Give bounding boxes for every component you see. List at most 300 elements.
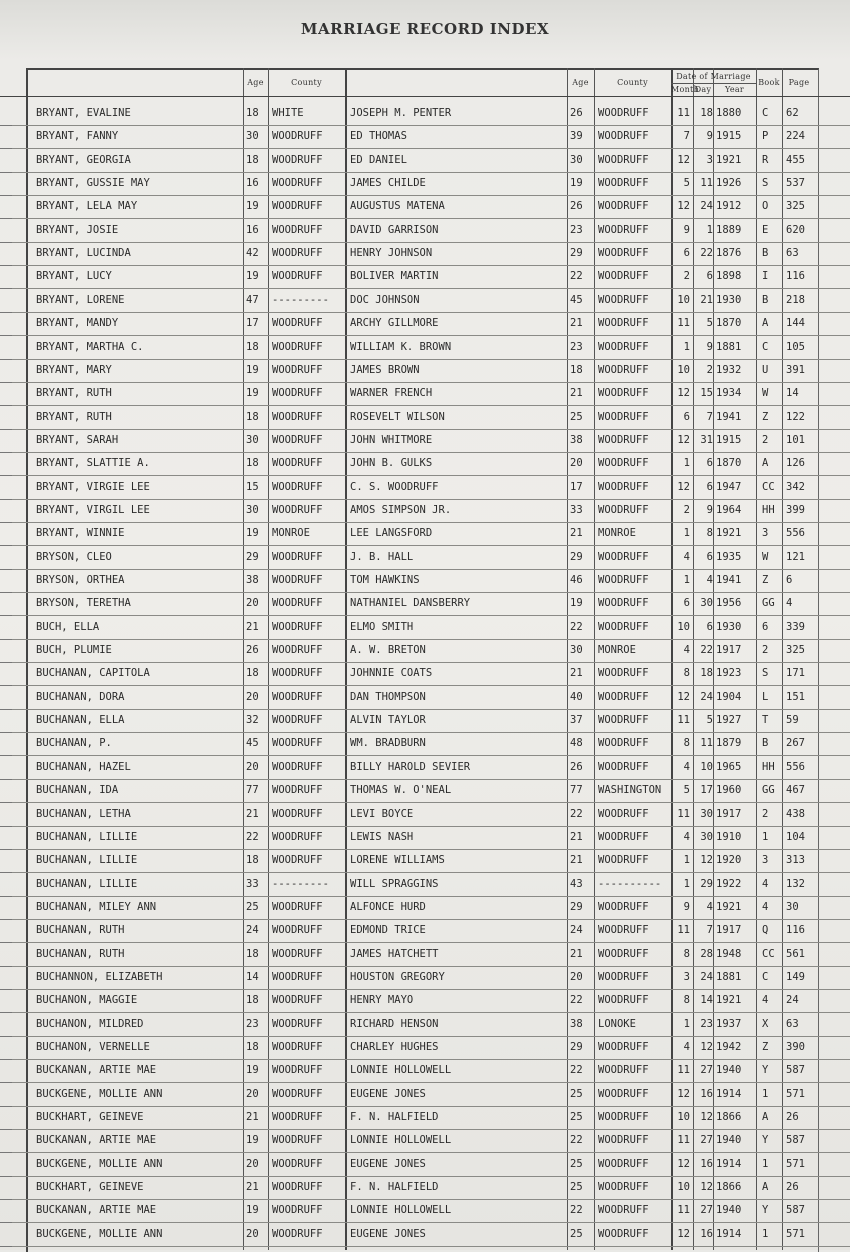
groom-age: 38 [570,1017,583,1030]
groom-name: JAMES BROWN [350,363,420,376]
groom-name: J. B. HALL [350,550,414,563]
page-number: 4 [786,597,793,610]
marriage-day: 16 [700,1087,713,1100]
marriage-day: 9 [706,130,713,143]
book-number: HH [762,503,775,516]
groom-county: WOODRUFF [598,1157,649,1170]
marriage-month: 8 [683,994,690,1007]
marriage-year: 1965 [716,760,742,773]
page-number: 122 [786,410,805,423]
marriage-month: 10 [677,1111,690,1124]
page-number: 171 [786,667,805,680]
bride-name: BUCKANAN, ARTIE MAE [36,1064,157,1077]
page-number: 62 [786,107,799,119]
bride-age: 19 [246,527,259,540]
groom-age: 30 [570,153,583,166]
marriage-year: 1870 [716,457,742,470]
groom-county: WOODRUFF [598,947,649,960]
table-row [0,266,850,289]
groom-county: WOODRUFF [598,223,649,236]
marriage-year: 1917 [716,924,742,937]
bride-name: BRYANT, SARAH [36,433,119,446]
page-title: MARRIAGE RECORD INDEX [300,20,550,38]
bride-name: BUCKHART, GEINEVE [36,1111,144,1124]
table-row [0,990,850,1013]
book-number: 6 [762,620,769,633]
marriage-month: 10 [677,363,690,376]
groom-name: LONNIE HOLLOWELL [350,1134,452,1147]
bride-county: WOODRUFF [272,714,323,727]
marriage-month: 9 [683,223,690,236]
bride-age: 19 [246,1204,259,1217]
page-number: 391 [786,363,805,376]
marriage-year: 1935 [716,550,742,563]
bride-county: WOODRUFF [272,924,323,937]
groom-age: 18 [570,363,583,376]
marriage-day: 4 [706,574,713,586]
marriage-day: 27 [700,1064,713,1077]
groom-county: LONOKE [598,1017,636,1030]
bride-name: BUCHANAN, DORA [36,690,125,703]
table-row [0,407,850,430]
marriage-year: 1940 [716,1204,742,1217]
groom-name: TOM HAWKINS [350,574,420,586]
bride-county: WOODRUFF [272,994,323,1007]
page-number: 132 [786,877,805,890]
bride-name: BRYANT, VIRGIE LEE [36,480,150,493]
book-number: Z [762,1041,769,1053]
page-number: 26 [786,1181,799,1194]
bride-name: BUCKANAN, ARTIE MAE [36,1134,157,1147]
header-month: Month [671,85,700,94]
bride-county: WOODRUFF [272,1064,323,1077]
bride-age: 30 [246,433,259,446]
groom-county: WOODRUFF [598,480,649,493]
bride-age: 18 [246,153,259,166]
bride-age: 26 [246,644,259,657]
groom-county: WOODRUFF [598,1111,649,1124]
marriage-day: 1 [706,223,713,236]
marriage-month: 11 [677,1134,690,1147]
marriage-day: 31 [700,433,713,446]
bride-county: WOODRUFF [272,433,323,446]
book-number: A [762,1181,769,1194]
bride-age: 16 [246,177,259,190]
groom-county: WOODRUFF [598,200,649,213]
marriage-month: 11 [677,714,690,727]
table-row [0,1107,850,1130]
page-number: 325 [786,644,805,657]
bride-county: WOODRUFF [272,130,323,143]
bride-name: BRYSON, TERETHA [36,597,131,610]
marriage-year: 1876 [716,247,742,260]
page-number: 455 [786,153,805,166]
groom-county: WOODRUFF [598,410,649,423]
groom-county: WOODRUFF [598,924,649,937]
groom-age: 19 [570,177,583,190]
marriage-day: 17 [700,784,713,797]
book-number: R [762,153,769,166]
table-row [0,570,850,593]
bride-county: WOODRUFF [272,1227,323,1240]
book-number: W [762,550,769,563]
groom-age: 25 [570,1181,583,1194]
marriage-year: 1914 [716,1157,742,1170]
marriage-year: 1889 [716,223,742,236]
groom-county: WOODRUFF [598,900,649,913]
bride-county: WOODRUFF [272,387,323,400]
groom-age: 25 [570,1227,583,1240]
groom-county: MONROE [598,644,636,657]
marriage-day: 12 [700,1041,713,1053]
groom-county: WOODRUFF [598,293,649,306]
marriage-year: 1917 [716,644,742,657]
marriage-day: 6 [706,620,713,633]
groom-name: ELMO SMITH [350,620,414,633]
table-row [0,617,850,640]
groom-county: WOODRUFF [598,457,649,470]
marriage-month: 2 [683,270,690,283]
page-number: 116 [786,270,805,283]
groom-name: C. S. WOODRUFF [350,480,439,493]
groom-county: WOODRUFF [598,270,649,283]
groom-age: 19 [570,597,583,610]
groom-county: WOODRUFF [598,1041,649,1053]
marriage-day: 22 [700,247,713,260]
book-number: 1 [762,1157,769,1170]
marriage-day: 10 [700,760,713,773]
groom-age: 17 [570,480,583,493]
book-number: P [762,130,769,143]
book-number: A [762,317,769,330]
table-row [0,1037,850,1060]
table-row [0,897,850,920]
marriage-day: 7 [706,410,713,423]
bride-county: WOODRUFF [272,644,323,657]
groom-county: WOODRUFF [598,503,649,516]
book-number: HH [762,760,775,773]
table-row [0,850,850,873]
groom-county: WOODRUFF [598,737,649,750]
groom-name: JOHN WHITMORE [350,433,433,446]
groom-county: WOODRUFF [598,317,649,330]
bride-name: BUCH, PLUMIE [36,644,112,657]
marriage-day: 4 [706,900,713,913]
bride-name: BRYANT, LUCY [36,270,112,283]
groom-county: WOODRUFF [598,177,649,190]
marriage-year: 1921 [716,153,742,166]
bride-name: BUCHANAN, HAZEL [36,760,131,773]
table-row [0,1224,850,1247]
marriage-day: 22 [700,644,713,657]
bride-age: 18 [246,994,259,1007]
bride-age: 21 [246,620,259,633]
groom-county: WOODRUFF [598,387,649,400]
margin-tick [0,1246,12,1247]
bride-county: WOODRUFF [272,1134,323,1147]
page-number: 59 [786,714,799,727]
table-row [0,1060,850,1083]
header-date-of-marriage: Date of Marriage [676,72,751,81]
page-number: 620 [786,223,805,236]
bride-county: WOODRUFF [272,363,323,376]
page-number: 556 [786,760,805,773]
groom-name: HENRY JOHNSON [350,247,433,260]
marriage-year: 1956 [716,597,742,610]
page-number: 556 [786,527,805,540]
marriage-month: 12 [677,153,690,166]
table-row [0,196,850,219]
groom-county: WOODRUFF [598,433,649,446]
marriage-month: 12 [677,387,690,400]
bride-county: WOODRUFF [272,807,323,820]
groom-age: 40 [570,690,583,703]
table-row [0,687,850,710]
marriage-day: 14 [700,994,713,1007]
marriage-year: 1880 [716,107,742,119]
book-number: A [762,457,769,470]
marriage-year: 1866 [716,1181,742,1194]
table-row [0,593,850,616]
marriage-day: 24 [700,970,713,983]
marriage-day: 21 [700,293,713,306]
bride-age: 20 [246,1227,259,1240]
marriage-year: 1940 [716,1134,742,1147]
table-row [0,1014,850,1037]
marriage-year: 1920 [716,854,742,867]
groom-age: 21 [570,667,583,680]
groom-name: ARCHY GILLMORE [350,317,439,330]
marriage-month: 5 [683,177,690,190]
bride-county: WOODRUFF [272,457,323,470]
bride-age: 18 [246,457,259,470]
marriage-month: 11 [677,1064,690,1077]
marriage-day: 12 [700,1111,713,1124]
marriage-day: 9 [706,503,713,516]
book-number: Y [762,1064,769,1077]
bride-county: WOODRUFF [272,900,323,913]
groom-age: 25 [570,1111,583,1124]
page-number: 467 [786,784,805,797]
book-number: I [762,270,769,283]
bride-county: WOODRUFF [272,1111,323,1124]
marriage-year: 1881 [716,970,742,983]
marriage-day: 18 [700,667,713,680]
table-row [0,1084,850,1107]
marriage-day: 2 [706,363,713,376]
marriage-month: 12 [677,1157,690,1170]
groom-name: LEE LANGSFORD [350,527,433,540]
groom-name: LONNIE HOLLOWELL [350,1064,452,1077]
marriage-day: 7 [706,924,713,937]
groom-county: ---------- [598,877,662,890]
groom-age: 22 [570,1134,583,1147]
marriage-month: 2 [683,503,690,516]
book-number: W [762,387,769,400]
header-rule [0,96,850,97]
book-number: CC [762,947,775,960]
groom-name: WM. BRADBURN [350,737,426,750]
page-number: 313 [786,854,805,867]
book-number: L [762,690,769,703]
groom-age: 21 [570,854,583,867]
table-row [0,944,850,967]
groom-county: WOODRUFF [598,574,649,586]
marriage-day: 5 [706,317,713,330]
marriage-month: 1 [683,340,690,353]
marriage-year: 1934 [716,387,742,400]
bride-county: WOODRUFF [272,1204,323,1217]
marriage-month: 1 [683,877,690,890]
marriage-year: 1870 [716,317,742,330]
bride-county: WOODRUFF [272,270,323,283]
groom-name: ED DANIEL [350,153,407,166]
marriage-year: 1942 [716,1041,742,1053]
book-number: T [762,714,769,727]
bride-name: BUCHANAN, CAPITOLA [36,667,150,680]
marriage-year: 1930 [716,293,742,306]
marriage-month: 5 [683,784,690,797]
bride-county: WOODRUFF [272,597,323,610]
page-number: 63 [786,247,799,260]
groom-name: DAN THOMPSON [350,690,426,703]
groom-name: EUGENE JONES [350,1087,426,1100]
header-year: Year [724,85,745,94]
bride-county: WOODRUFF [272,177,323,190]
marriage-day: 30 [700,807,713,820]
groom-name: ALFONCE HURD [350,900,426,913]
bride-county: WOODRUFF [272,830,323,843]
marriage-month: 9 [683,900,690,913]
groom-name: LORENE WILLIAMS [350,854,445,867]
groom-county: WOODRUFF [598,1227,649,1240]
book-number: E [762,223,769,236]
groom-age: 26 [570,760,583,773]
groom-county: WASHINGTON [598,784,662,797]
marriage-year: 1879 [716,737,742,750]
marriage-day: 24 [700,690,713,703]
marriage-day: 8 [706,527,713,540]
groom-name: ALVIN TAYLOR [350,714,426,727]
groom-name: WARNER FRENCH [350,387,433,400]
bride-name: BRYANT, MARTHA C. [36,340,144,353]
marriage-year: 1937 [716,1017,742,1030]
groom-county: WOODRUFF [598,994,649,1007]
groom-name: DAVID GARRISON [350,223,439,236]
page-number: 267 [786,737,805,750]
marriage-year: 1921 [716,527,742,540]
groom-county: WOODRUFF [598,107,649,119]
groom-age: 37 [570,714,583,727]
bride-name: BUCHANON, VERNELLE [36,1041,150,1053]
marriage-day: 6 [706,457,713,470]
marriage-year: 1914 [716,1227,742,1240]
groom-county: WOODRUFF [598,247,649,260]
bride-county: WHITE [272,107,304,119]
bride-county: WOODRUFF [272,247,323,260]
groom-name: EUGENE JONES [350,1157,426,1170]
marriage-year: 1922 [716,877,742,890]
page-number: 399 [786,503,805,516]
table-row [0,150,850,173]
groom-age: 46 [570,574,583,586]
groom-age: 29 [570,1041,583,1053]
groom-name: AMOS SIMPSON JR. [350,503,452,516]
marriage-month: 6 [683,410,690,423]
bride-name: BUCHANAN, LETHA [36,807,131,820]
table-row [0,290,850,313]
table-row [0,173,850,196]
bride-age: 19 [246,387,259,400]
table-row [0,663,850,686]
table-row [0,1154,850,1177]
groom-name: JOSEPH M. PENTER [350,107,452,119]
marriage-month: 12 [677,480,690,493]
table-row [0,360,850,383]
bride-name: BRYANT, MANDY [36,317,119,330]
groom-age: 20 [570,970,583,983]
book-number: S [762,667,769,680]
marriage-day: 11 [700,177,713,190]
groom-county: WOODRUFF [598,667,649,680]
marriage-day: 30 [700,830,713,843]
marriage-month: 12 [677,433,690,446]
marriage-year: 1927 [716,714,742,727]
page-number: 151 [786,690,805,703]
book-number: CC [762,480,775,493]
marriage-year: 1964 [716,503,742,516]
bride-age: 21 [246,807,259,820]
groom-age: 23 [570,223,583,236]
header-county: County [291,78,322,87]
groom-age: 39 [570,130,583,143]
page-number: 26 [786,1111,799,1124]
bride-age: 25 [246,900,259,913]
bride-age: 18 [246,1041,259,1053]
marriage-month: 10 [677,620,690,633]
book-number: C [762,340,769,353]
marriage-day: 12 [700,1181,713,1194]
book-number: U [762,363,769,376]
groom-age: 29 [570,900,583,913]
table-row [0,523,850,546]
groom-age: 38 [570,433,583,446]
bride-name: BRYANT, WINNIE [36,527,125,540]
page-number: 218 [786,293,805,306]
page-number: 571 [786,1227,805,1240]
groom-name: JAMES CHILDE [350,177,426,190]
bride-age: 18 [246,947,259,960]
groom-age: 21 [570,830,583,843]
marriage-year: 1926 [716,177,742,190]
bride-age: 19 [246,1134,259,1147]
page-number: 121 [786,550,805,563]
groom-county: WOODRUFF [598,1064,649,1077]
marriage-year: 1881 [716,340,742,353]
marriage-year: 1930 [716,620,742,633]
table-row [0,430,850,453]
header-age: Age [247,78,264,87]
bride-county: WOODRUFF [272,503,323,516]
bride-age: 20 [246,597,259,610]
bride-age: 21 [246,1181,259,1194]
table-row [0,804,850,827]
groom-county: WOODRUFF [598,363,649,376]
marriage-day: 27 [700,1134,713,1147]
bride-county: WOODRUFF [272,480,323,493]
bride-age: 15 [246,480,259,493]
page-number: 63 [786,1017,799,1030]
